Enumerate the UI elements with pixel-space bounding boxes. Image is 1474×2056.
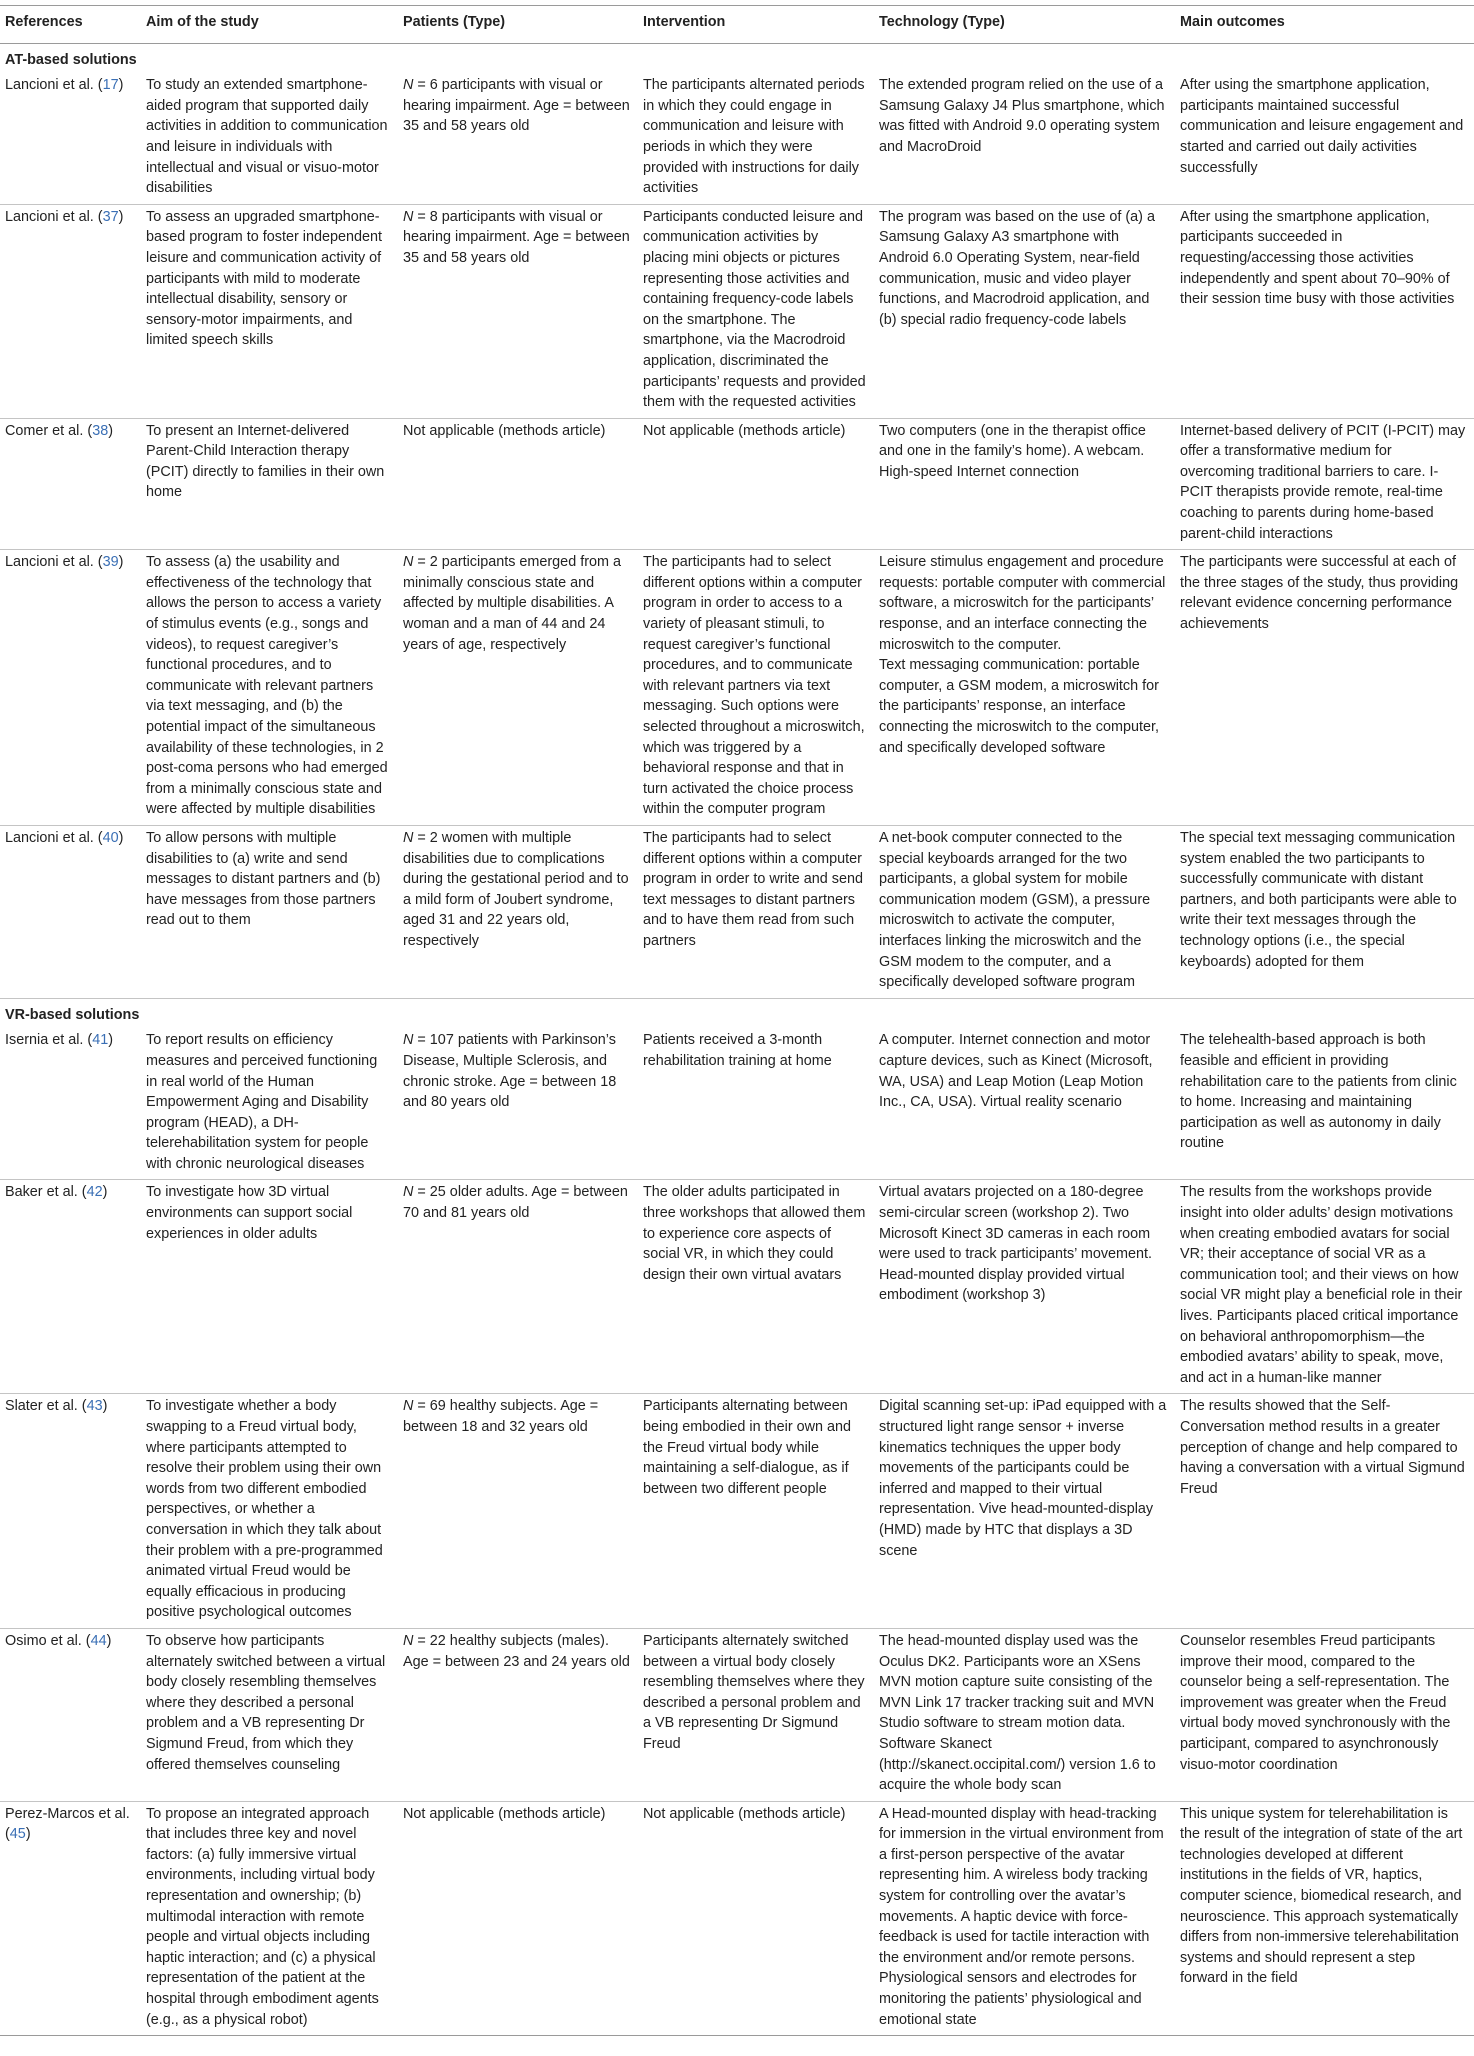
technology-cell: A computer. Internet connection and motor capture devices, such as Kinect (Microsoft, WA, USA) and Leap Motion (Leap Motion Inc., CA, USA). Virtual reality scenario: [874, 1028, 1175, 1180]
reference-authors: Lancioni et al.: [5, 208, 94, 225]
section-title: AT-based solutions: [5, 51, 137, 68]
reference-cell: Comer et al. (38): [0, 418, 141, 550]
patients-text: Not applicable (methods article): [403, 1805, 606, 1822]
patients-text: = 22 healthy subjects (males). Age = between 23 and 24 years old: [403, 1632, 630, 1670]
aim-cell: To propose an integrated approach that includes three key and novel factors: (a) fully immersive virtual environments, including virtual body representation and ownership; (b) multimodal interaction with remote people and virtual objects including haptic interaction; and (c) a physical representation of the patient at the hospital through embodiment agents (e.g., as a physical robot): [141, 1801, 398, 2036]
reference-authors: Lancioni et al.: [5, 829, 94, 846]
reference-authors: Osimo et al.: [5, 1632, 82, 1649]
intervention-cell: Not applicable (methods article): [638, 1801, 874, 2036]
table-row: [0, 1801, 1474, 2036]
intervention-cell: Not applicable (methods article): [638, 418, 874, 550]
header-references: References: [0, 6, 141, 44]
references-table: [0, 5, 1474, 2036]
patients-text: = 107 patients with Parkinson’s Disease, Multiple Sclerosis, and chronic stroke. Age = between 18 and 80 years old: [403, 1032, 617, 1111]
patients-cell: [398, 1628, 638, 1801]
reference-authors: Baker et al.: [5, 1184, 78, 1201]
table-row: [0, 1028, 1474, 1180]
reference-number-link[interactable]: 42: [86, 1184, 103, 1201]
patients-cell: [398, 418, 638, 550]
technology-cell: A net-book computer connected to the special keyboards arranged for the two participants, a global system for mobile communication modem (GSM), a pressure microswitch to activate the computer, interfaces linking the microswitch and the GSM modem to the computer, and a specifically developed software program: [874, 825, 1175, 998]
outcomes-cell: After using the smartphone application, participants maintained successful communication and leisure engagement and started and carried out daily activities successfully: [1175, 73, 1474, 204]
patients-text: = 2 participants emerged from a minimally conscious state and affected by multiple disabilities. A woman and a man of 44 and 24 years of age, respectively: [403, 554, 621, 653]
table-row: [0, 204, 1474, 418]
patients-cell: [398, 550, 638, 826]
sample-size-symbol: N: [403, 1398, 414, 1415]
table-row: [0, 1180, 1474, 1394]
reference-cell: Slater et al. (43): [0, 1394, 141, 1629]
header-outcomes: Main outcomes: [1175, 6, 1474, 44]
technology-cell: Two computers (one in the therapist office and one in the family’s home). A webcam. High-speed Internet connection: [874, 418, 1175, 550]
reference-number-link[interactable]: 37: [102, 208, 119, 225]
aim-cell: To investigate how 3D virtual environments can support social experiences in older adults: [141, 1180, 398, 1394]
section-title: VR-based solutions: [5, 1006, 140, 1023]
reference-authors: Slater et al.: [5, 1398, 78, 1415]
reference-cell: Osimo et al. (44): [0, 1628, 141, 1801]
sample-size-symbol: N: [403, 77, 414, 94]
reference-authors: Isernia et al.: [5, 1032, 84, 1049]
aim-cell: To assess an upgraded smartphone-based program to foster independent leisure and communication activity of participants with mild to moderate intellectual disability, sensory or sensory-motor impairments, and limited speech skills: [141, 204, 398, 418]
header-aim: Aim of the study: [141, 6, 398, 44]
technology-cell: Leisure stimulus engagement and procedure requests: portable computer with commercial software, a microswitch for the participants’ response, and an interface connecting the microswitch to the computer. Text messaging communication: portable computer, a GSM modem, a microswitch for the participants’ response, an interface connecting the microswitch to the computer, and specifically developed software: [874, 550, 1175, 826]
technology-cell: The head-mounted display used was the Oculus DK2. Participants wore an XSens MVN motion capture suite consisting of the MVN Link 17 tracker tracking suit and MVN Studio software to stream motion data. Software Skanect (http://skanect.occipital.com/) version 1.6 to acquire the whole body scan: [874, 1628, 1175, 1801]
table-row: [0, 550, 1474, 826]
reference-number-link[interactable]: 43: [86, 1398, 103, 1415]
header-intervention: Intervention: [638, 6, 874, 44]
table-row: [0, 825, 1474, 998]
outcomes-cell: The results from the workshops provide insight into older adults’ design motivations when creating embodied avatars for social VR; their acceptance of social VR as a communication tool; and their views on how social VR might play a beneficial role in their lives. Participants placed critical importance on behavioral anthropomorphism—the embodied avatars’ ability to speak, move, and act in a human-like manner: [1175, 1180, 1474, 1394]
patients-cell: [398, 825, 638, 998]
aim-cell: To present an Internet-delivered Parent-Child Interaction therapy (PCIT) directly to families in their own home: [141, 418, 398, 550]
table-body: [0, 43, 1474, 2036]
aim-cell: To allow persons with multiple disabilities to (a) write and send messages to distant partners and (b) have messages from those partners read out to them: [141, 825, 398, 998]
reference-number-link[interactable]: 41: [92, 1032, 109, 1049]
reference-cell: Baker et al. (42): [0, 1180, 141, 1394]
patients-text: Not applicable (methods article): [403, 422, 606, 439]
reference-number-link[interactable]: 45: [9, 1826, 26, 1843]
intervention-cell: The participants had to select different options within a computer program in order to access to a variety of pleasant stimuli, to request caregiver’s functional procedures, and to communicate with relevant partners via text messaging. Such options were selected throughout a microswitch, which was triggered by a behavioral response and that in turn activated the choice process within the computer program: [638, 550, 874, 826]
reference-authors: Comer et al.: [5, 422, 84, 439]
patients-cell: [398, 204, 638, 418]
patients-text: = 6 participants with visual or hearing impairment. Age = between 35 and 58 years old: [403, 77, 630, 135]
intervention-cell: Patients received a 3-month rehabilitation training at home: [638, 1028, 874, 1180]
header-row: [0, 6, 1474, 44]
reference-cell: Lancioni et al. (17): [0, 73, 141, 204]
aim-cell: To observe how participants alternately switched between a virtual body closely resembling themselves where they described a personal problem and a VB representing Dr Sigmund Freud, from which they offered themselves counseling: [141, 1628, 398, 1801]
section-header-at: [0, 43, 1474, 73]
intervention-cell: The participants alternated periods in which they could engage in communication and leisure with periods in which they were provided with instructions for daily activities: [638, 73, 874, 204]
sample-size-symbol: N: [403, 554, 414, 571]
outcomes-cell: Counselor resembles Freud participants improve their mood, compared to the counselor being a self-representation. The improvement was greater when the Freud virtual body moved synchronously with the participant, compared to asynchronously visuo-motor coordination: [1175, 1628, 1474, 1801]
aim-cell: To report results on efficiency measures and perceived functioning in real world of the Human Empowerment Aging and Disability program (HEAD), a DH-telerehabilitation system for people with chronic neurological diseases: [141, 1028, 398, 1180]
reference-cell: Lancioni et al. (39): [0, 550, 141, 826]
technology-cell: The extended program relied on the use of a Samsung Galaxy J4 Plus smartphone, which was fitted with Android 9.0 operating system and MacroDroid: [874, 73, 1175, 204]
patients-cell: [398, 1028, 638, 1180]
intervention-cell: Participants conducted leisure and communication activities by placing mini objects or pictures representing those activities and containing frequency-code labels on the smartphone. The smartphone, via the Macrodroid application, discriminated the participants’ requests and provided them with the requested activities: [638, 204, 874, 418]
technology-cell: The program was based on the use of (a) a Samsung Galaxy A3 smartphone with Android 6.0 Operating System, near-field communication, music and video player functions, and Macrodroid application, and (b) special radio frequency-code labels: [874, 204, 1175, 418]
technology-cell: A Head-mounted display with head-tracking for immersion in the virtual environment from a first-person perspective of the avatar representing him. A wireless body tracking system for controlling over the avatar’s movements. A haptic device with force-feedback is used for tactile interaction with the environment and/or remote persons. Physiological sensors and electrodes for monitoring the patients’ physiological and emotional state: [874, 1801, 1175, 2036]
reference-cell: Lancioni et al. (40): [0, 825, 141, 998]
intervention-cell: The older adults participated in three workshops that allowed them to experience core aspects of social VR, in which they could design their own virtual avatars: [638, 1180, 874, 1394]
reference-cell: Perez-Marcos et al. (45): [0, 1801, 141, 2036]
sample-size-symbol: N: [403, 829, 414, 846]
aim-cell: To study an extended smartphone-aided program that supported daily activities in addition to communication and leisure in individuals with intellectual and visual or visuo-motor disabilities: [141, 73, 398, 204]
aim-cell: To assess (a) the usability and effectiveness of the technology that allows the person to access a variety of stimulus events (e.g., songs and videos), to request caregiver’s functional procedures, and to communicate with relevant partners via text messaging, and (b) the potential impact of the simultaneous availability of these technologies, in 2 post-coma persons who had emerged from a minimally conscious state and were affected by multiple disabilities: [141, 550, 398, 826]
patients-cell: [398, 1394, 638, 1629]
reference-authors: Perez-Marcos et al.: [5, 1805, 130, 1822]
table-row: [0, 1628, 1474, 1801]
reference-cell: Isernia et al. (41): [0, 1028, 141, 1180]
patients-text: = 8 participants with visual or hearing impairment. Age = between 35 and 58 years old: [403, 208, 630, 266]
table-row: [0, 73, 1474, 204]
patients-text: = 25 older adults. Age = between 70 and 81 years old: [403, 1184, 628, 1222]
reference-number-link[interactable]: 17: [102, 77, 119, 94]
patients-cell: [398, 1180, 638, 1394]
reference-number-link[interactable]: 40: [102, 829, 119, 846]
outcomes-cell: After using the smartphone application, participants succeeded in requesting/accessing those activities independently and spent about 70–90% of their session time busy with those activities: [1175, 204, 1474, 418]
patients-cell: [398, 73, 638, 204]
sample-size-symbol: N: [403, 1632, 414, 1649]
reference-authors: Lancioni et al.: [5, 77, 94, 94]
aim-cell: To investigate whether a body swapping to a Freud virtual body, where participants attempted to resolve their problem using their own words from two different embodied perspectives, or whether a conversation in which they talk about their problem with a pre-programmed animated virtual Freud would be equally efficacious in producing positive psychological outcomes: [141, 1394, 398, 1629]
outcomes-cell: This unique system for telerehabilitation is the result of the integration of state of the art technologies developed at different institutions in the fields of VR, haptics, computer science, biomedical research, and neuroscience. This approach systematically differs from non-immersive telerehabilitation systems and should represent a step forward in the field: [1175, 1801, 1474, 2036]
table-row: [0, 1394, 1474, 1629]
section-header-vr: [0, 998, 1474, 1028]
intervention-cell: Participants alternating between being embodied in their own and the Freud virtual body while maintaining a self-dialogue, as if between two different people: [638, 1394, 874, 1629]
technology-cell: Virtual avatars projected on a 180-degree semi-circular screen (workshop 2). Two Microsoft Kinect 3D cameras in each room were used to track participants’ movement. Head-mounted display provided virtual embodiment (workshop 3): [874, 1180, 1175, 1394]
patients-text: = 2 women with multiple disabilities due to complications during the gestational period and to a mild form of Joubert syndrome, aged 31 and 22 years old, respectively: [403, 829, 629, 949]
outcomes-cell: Internet-based delivery of PCIT (I-PCIT) may offer a transformative medium for overcoming traditional barriers to care. I-PCIT therapists provide remote, real-time coaching to parents during home-based parent-child interactions: [1175, 418, 1474, 550]
table-row: [0, 418, 1474, 550]
sample-size-symbol: N: [403, 208, 414, 225]
sample-size-symbol: N: [403, 1184, 414, 1201]
outcomes-cell: The telehealth-based approach is both feasible and efficient in providing rehabilitation care to the patients from clinic to home. Increasing and maintaining participation as well as autonomy in daily routine: [1175, 1028, 1474, 1180]
sample-size-symbol: N: [403, 1032, 414, 1049]
reference-number-link[interactable]: 44: [90, 1632, 107, 1649]
patients-cell: [398, 1801, 638, 2036]
intervention-cell: The participants had to select different options within a computer program in order to write and send text messages to distant partners and to have them read from such partners: [638, 825, 874, 998]
intervention-cell: Participants alternately switched between a virtual body closely resembling themselves where they described a personal problem and a VB representing Dr Sigmund Freud: [638, 1628, 874, 1801]
reference-authors: Lancioni et al.: [5, 554, 94, 571]
header-patients: Patients (Type): [398, 6, 638, 44]
reference-number-link[interactable]: 38: [92, 422, 109, 439]
reference-cell: Lancioni et al. (37): [0, 204, 141, 418]
header-technology: Technology (Type): [874, 6, 1175, 44]
reference-number-link[interactable]: 39: [102, 554, 119, 571]
outcomes-cell: The special text messaging communication system enabled the two participants to successfully communicate with distant partners, and both participants were able to write their text messages through the technology options (i.e., the special keyboards) adopted for them: [1175, 825, 1474, 998]
patients-text: = 69 healthy subjects. Age = between 18 and 32 years old: [403, 1398, 599, 1435]
outcomes-cell: The results showed that the Self-Conversation method results in a greater perception of change and help compared to having a conversation with a virtual Sigmund Freud: [1175, 1394, 1474, 1629]
outcomes-cell: The participants were successful at each of the three stages of the study, thus providing relevant evidence concerning performance achievements: [1175, 550, 1474, 826]
technology-cell: Digital scanning set-up: iPad equipped with a structured light range sensor + inverse kinematics techniques the upper body movements of the participants could be inferred and mapped to their virtual representation. Vive head-mounted-display (HMD) made by HTC that displays a 3D scene: [874, 1394, 1175, 1629]
